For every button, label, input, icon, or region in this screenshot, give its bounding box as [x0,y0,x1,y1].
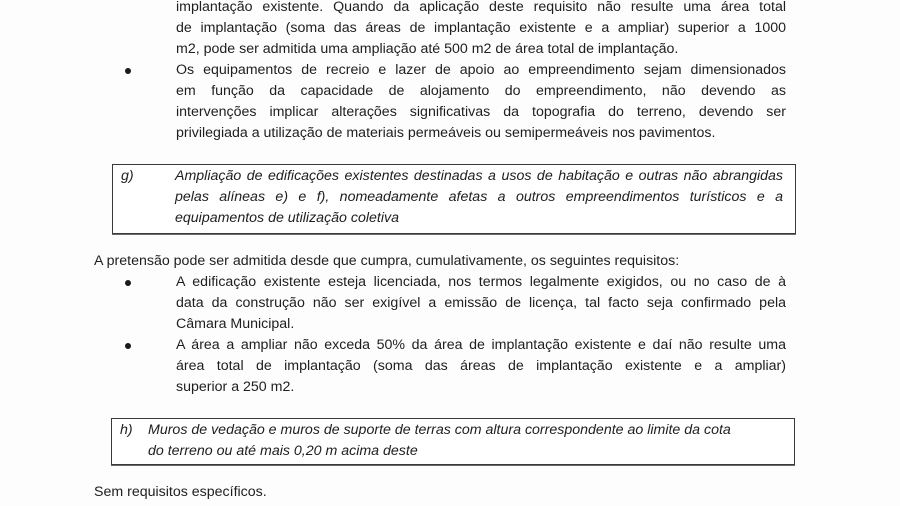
bullet-icon [125,68,131,74]
text-line: implantação existente. Quando da aplicação deste requisito não resulte uma área total [176,0,786,15]
text-line: Câmara Municipal. [176,316,295,332]
section-g-title-line: Ampliação de edificações existentes destinadas a usos de habitação e outras não abrangidas [175,168,783,184]
text-line: privilegiada a utilização de materiais permeáveis ou semipermeáveis nos pavimentos. [176,125,716,141]
text-line: superior a 250 m2. [176,379,295,395]
text-line: data da construção não ser exigível a emissão de licença, tal facto seja confirmado pela [176,295,786,311]
text-line: A edificação existente esteja licenciada, nos termos legalmente exigidos, ou no caso de à [176,274,786,290]
section-h-title-line: do terreno ou até mais 0,20 m acima deste [148,443,418,459]
section-h-title-line: Muros de vedação e muros de suporte de terras com altura correspondente ao limite da cota [148,422,731,438]
text-line: m2, pode ser admitida uma ampliação até 500 m2 de área total de implantação. [176,41,679,57]
bullet-icon [125,343,131,349]
section-g-intro: A pretensão pode ser admitida desde que cumpra, cumulativamente, os seguintes requisitos: [94,253,680,269]
bullet-icon [125,280,131,286]
text-line: intervenções implicar alterações significativas da topografia do terreno, devendo ser [176,104,786,120]
section-marker: g) [121,168,134,184]
section-g-heading-box [112,164,796,234]
text-line: Os equipamentos de recreio e lazer de apoio ao empreendimento sejam dimensionados [176,62,786,78]
section-g-title-line: pelas alíneas e) e f), nomeadamente afetas a outros empreendimentos turísticos e a [175,189,783,205]
section-g-title-line: equipamentos de utilização coletiva [175,210,399,226]
section-h-heading-box [111,418,795,465]
section-marker: h) [120,422,133,438]
text-line: área total de implantação (soma das áreas de implantação existente e a ampliar) [176,358,786,374]
text-line: de implantação (soma das áreas de implantação existente e a ampliar) superior a 1000 [176,20,786,36]
text-line: em função da capacidade de alojamento do empreendimento, não devendo as [176,83,786,99]
section-h-text: Sem requisitos específicos. [94,484,267,500]
text-line: A área a ampliar não exceda 50% da área de implantação existente e daí não resulte uma [176,337,786,353]
